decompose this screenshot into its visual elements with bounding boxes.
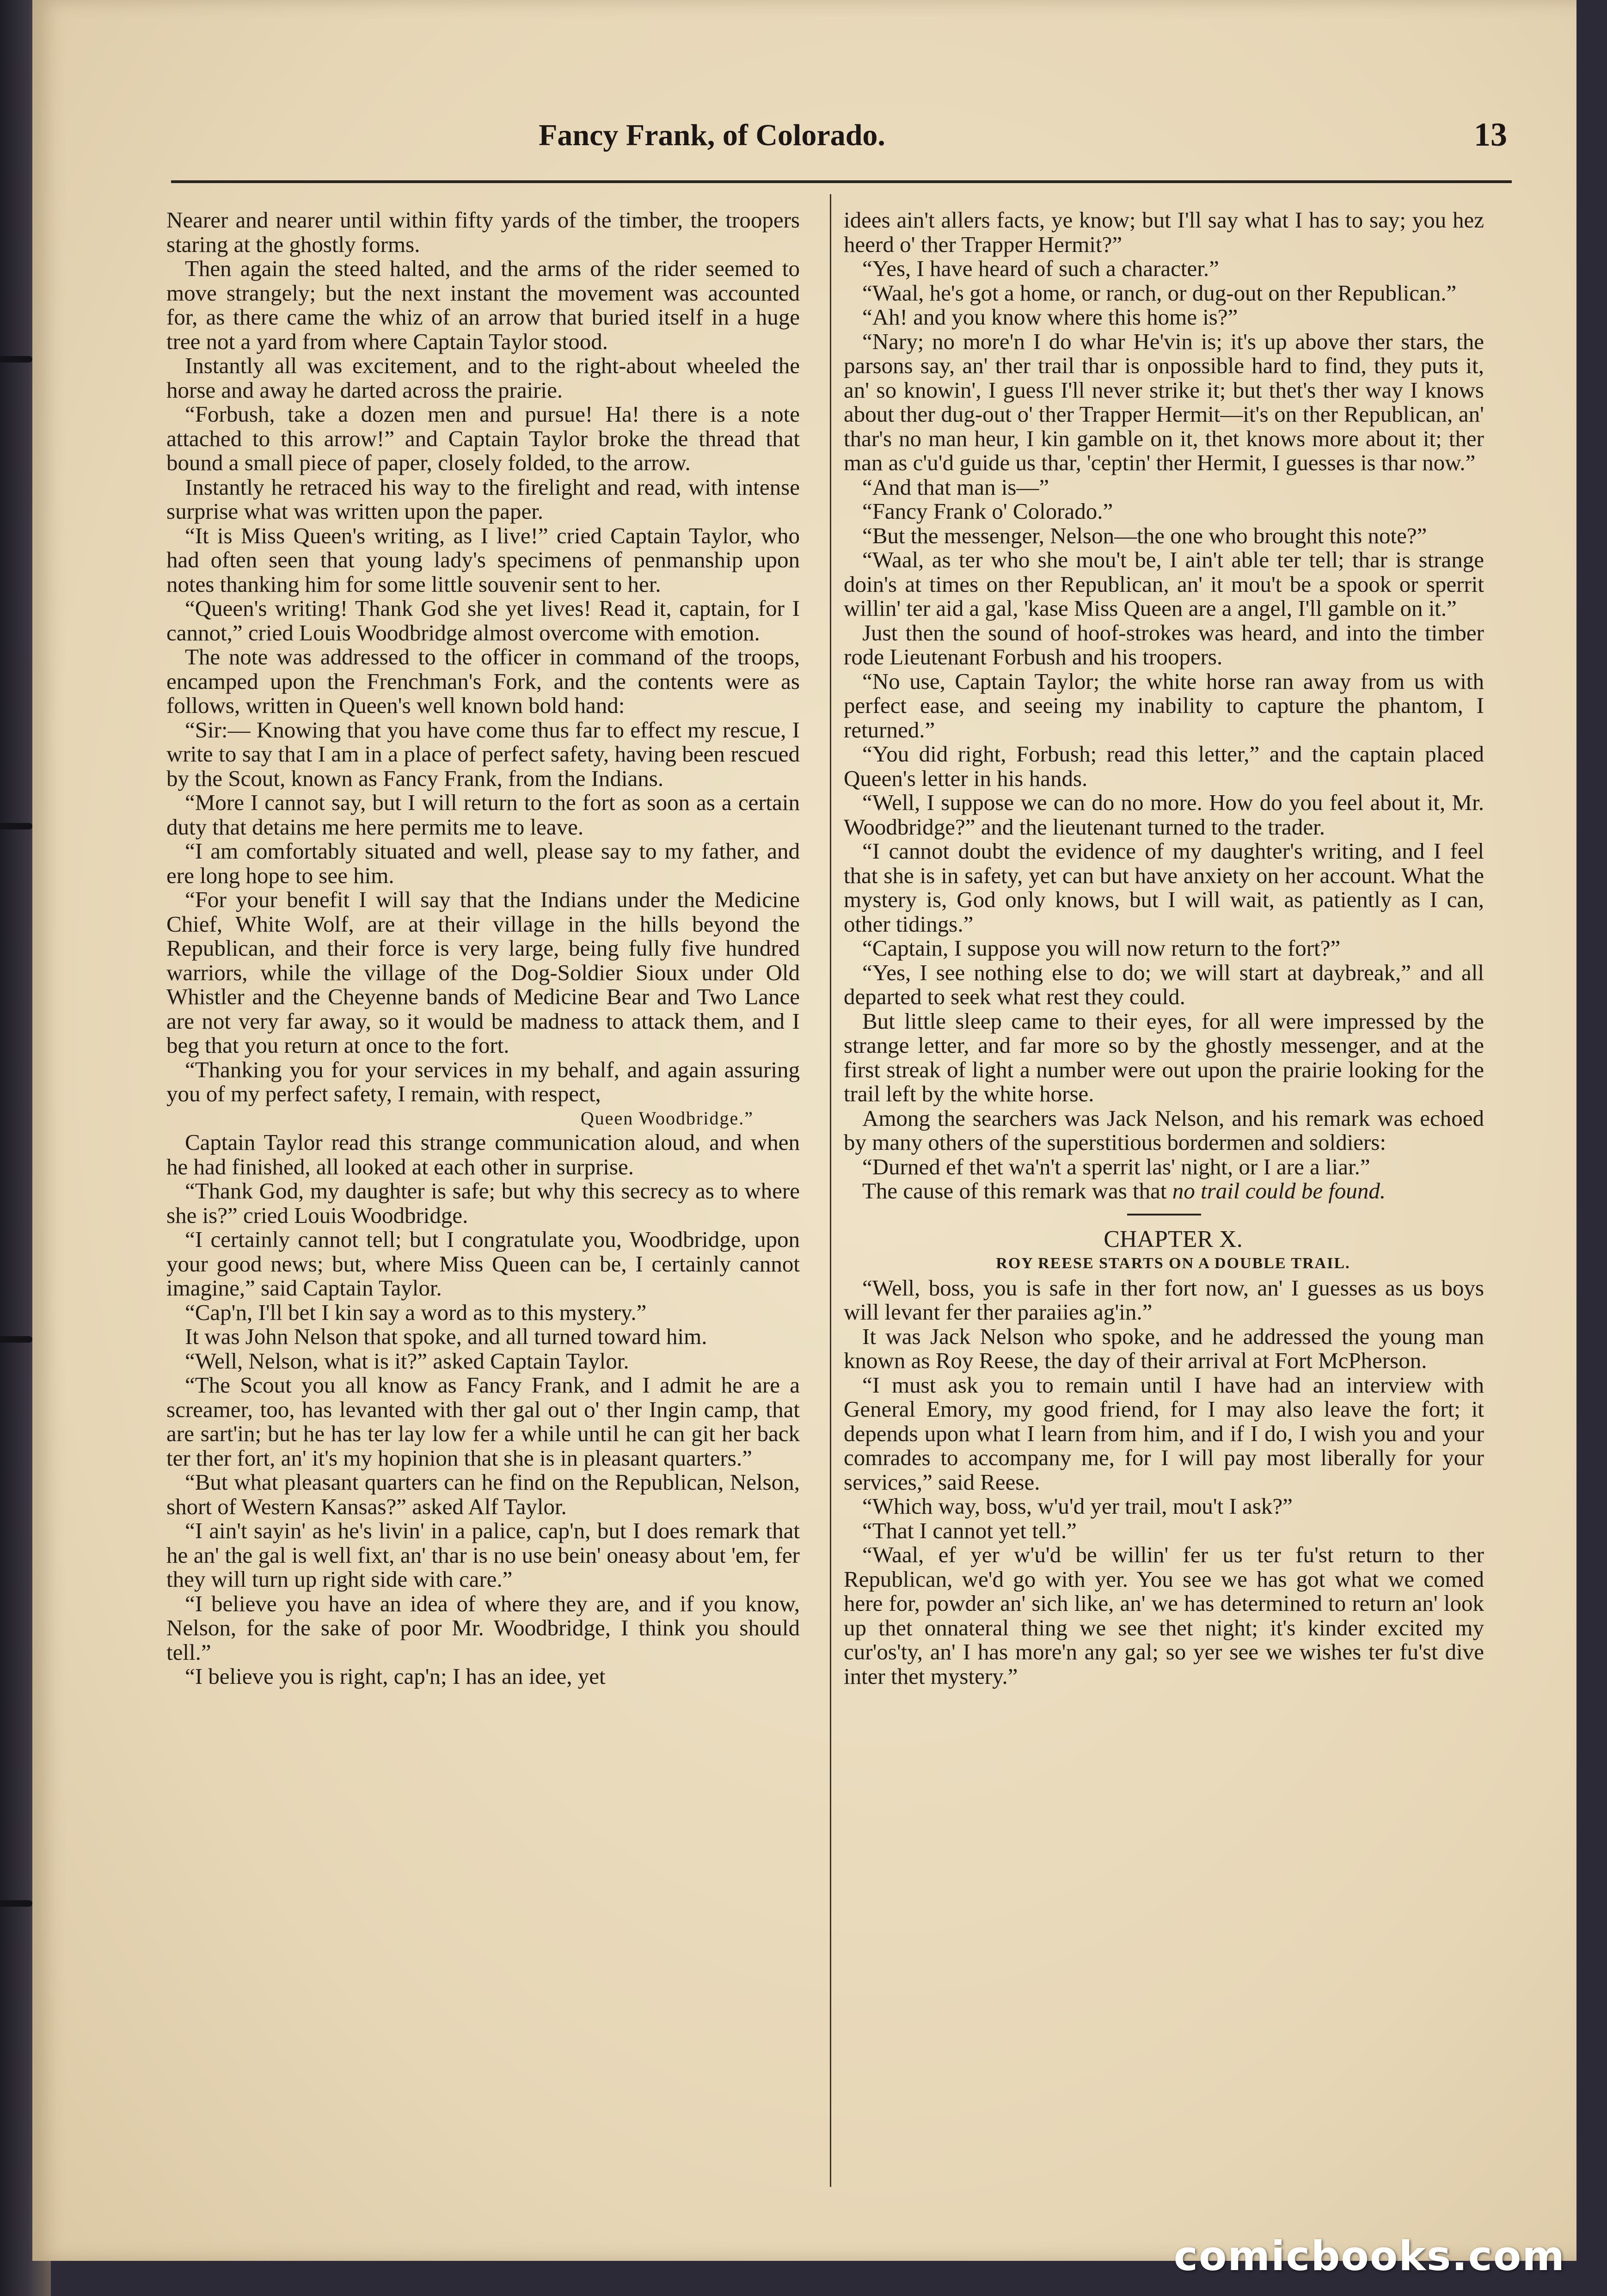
paragraph: “I believe you have an idea of where they are, and if you know, Nelson, for the sake of poor Mr. Woodbridge, I think you should tell.” — [166, 1590, 800, 1665]
left-column — [166, 208, 800, 1689]
chapter-divider — [1127, 1214, 1201, 1216]
binding-stitch — [0, 823, 32, 829]
paragraph: “Captain, I suppose you will now return to the fort?” — [862, 935, 1341, 961]
binding-stitch — [0, 356, 32, 362]
paragraph: Instantly he retraced his way to the firelight and read, with intense surprise what was written upon the paper. — [166, 474, 800, 524]
chapter-subtitle: ROY REESE STARTS ON A DOUBLE TRAIL. — [996, 1255, 1350, 1272]
paragraph: “Well, I suppose we can do no more. How do you feel about it, Mr. Woodbridge?” and the lieutenant turned to the trader. — [844, 790, 1484, 840]
paragraph: idees ain't allers facts, ye know; but I'll say what I has to say; you hez heerd o' ther Trapper Hermit?” — [844, 207, 1484, 257]
letter-paragraph: “For your benefit I will say that the Indians under the Medicine Chief, White Wolf, are at their village in the hills beyond the Republican, and their force is very large, being fully five hundred warriors, while the village of the Dog-Soldier Sioux under Old Whistler and the Cheyenne bands of Medicine Bear and Two Lance are not very far away, so it would be madness to attack them, and I beg that you return at once to the fort. — [166, 887, 800, 1058]
paragraph: Just then the sound of hoof-strokes was heard, and into the timber rode Lieutenant Forbush and his troopers. — [844, 620, 1484, 669]
paragraph: Instantly all was excitement, and to the right-about wheeled the horse and away he darted across the prairie. — [166, 353, 800, 403]
book-page — [32, 0, 1576, 2261]
paragraph: It was John Nelson that spoke, and all turned toward him. — [185, 1324, 707, 1349]
paragraph: It was Jack Nelson who spoke, and he addressed the young man known as Roy Reese, the day of their arrival at Fort McPherson. — [844, 1323, 1484, 1373]
paragraph: “Yes, I see nothing else to do; we will start at daybreak,” and all departed to seek what rest they could. — [844, 959, 1484, 1009]
paragraph: “The Scout you all know as Fancy Frank, and I admit he are a screamer, too, has levanted with ther gal out o' ther Ingin camp, that are sart'in; but he has ter lay low fer a while until he can git her back ter ther fort, an' it's my hopinion that she is in pleasant quarters.” — [166, 1372, 800, 1471]
paragraph: “Ah! and you know where this home is?” — [862, 304, 1238, 330]
paragraph: “Yes, I have heard of such a character.” — [862, 256, 1219, 281]
paragraph: Then again the steed halted, and the arms of the rider seemed to move strangely; but the next instant the movement was accounted for, as there came the whiz of an arrow that buried itself in a huge tree not a yard from where Captain Taylor stood. — [166, 256, 800, 354]
right-column — [830, 208, 1484, 1688]
paragraph: “I certainly cannot tell; but I congratulate you, Woodbridge, upon your good news; but, where Miss Queen can be, I certainly cannot imagine,” said Captain Taylor. — [166, 1227, 800, 1301]
paragraph: “Waal, ef yer w'u'd be willin' fer us ter fu'st return to ther Republican, we'd go with yer. You see we has got what we comed here for, powder an' sich like, an' we has determined to return an' look up thet onnateral thing we see thet night; it's kinder excited my cur'os'ty, an' I has more'n any gal; so yer see we wishes ter fu'st dive inter thet mystery.” — [844, 1542, 1484, 1689]
paragraph: “Which way, boss, w'u'd yer trail, mou't I ask?” — [862, 1493, 1293, 1519]
paragraph: “Waal, as ter who she mou't be, I ain't able ter tell; thar is strange doin's at times on ther Republican, an' it mou't be a spook or sperrit willin' ter aid a gal, 'kase Miss Queen are a angel, I'll gamble on it.” — [844, 547, 1484, 621]
letter-paragraph: “More I cannot say, but I will return to the fort as soon as a certain duty that detains me here permits me to leave. — [166, 790, 800, 840]
paragraph: “Fancy Frank o' Colorado.” — [862, 498, 1113, 524]
letter-signature: Queen Woodbridge.” — [580, 1107, 754, 1129]
running-title: Fancy Frank, of Colorado. — [539, 118, 885, 152]
site-watermark: comicbooks.com — [1173, 2232, 1565, 2280]
paragraph: Captain Taylor read this strange communication aloud, and when he had finished, all looked at each other in surprise. — [166, 1130, 800, 1179]
paragraph: “Queen's writing! Thank God she yet lives! Read it, captain, for I cannot,” cried Louis Woodbridge almost overcome with emotion. — [166, 595, 800, 645]
paragraph: “And that man is—” — [862, 474, 1049, 500]
header-rule — [171, 180, 1512, 183]
closing-italic: no trail could be found. — [1172, 1178, 1386, 1203]
paragraph: “I must ask you to remain until I have had an interview with General Emory, my good friend, for I may also leave the fort; it depends upon what I learn from him, and if I do, I wish you and your comrades to accompany me, for I will pay most liberally for your services,” said Reese. — [844, 1372, 1484, 1495]
paragraph: The note was addressed to the officer in command of the troops, encamped upon the Frenchman's Fork, and the contents were as follows, written in Queen's well known bold hand: — [166, 644, 800, 718]
paragraph: “It is Miss Queen's writing, as I live!” cried Captain Taylor, who had often seen that young lady's specimens of penmanship upon notes thanking him for some little souvenir sent to her. — [166, 522, 800, 597]
paragraph: “Cap'n, I'll bet I kin say a word as to this mystery.” — [185, 1299, 647, 1325]
binding-stitch — [0, 1900, 32, 1907]
closing-paragraph — [844, 1179, 1484, 1203]
letter-paragraph: “Sir:— Knowing that you have come thus far to effect my rescue, I write to say that I am in a place of perfect safety, having been rescued by the Scout, known as Fancy Frank, from the Indians. — [166, 717, 800, 791]
page-number: 13 — [1474, 116, 1507, 153]
paragraph: “No use, Captain Taylor; the white horse ran away from us with perfect ease, and seeing my inability to capture the phantom, I returned.” — [844, 668, 1484, 743]
paragraph: “But what pleasant quarters can he find on the Republican, Nelson, short of Western Kansas?” asked Alf Taylor. — [166, 1469, 800, 1519]
paragraph: “I believe you is right, cap'n; I has an idee, yet — [185, 1664, 606, 1689]
paragraph: “But the messenger, Nelson—the one who brought this note?” — [862, 522, 1427, 548]
paragraph: “You did right, Forbush; read this letter,” and the captain placed Queen's letter in his hands. — [844, 741, 1484, 791]
paragraph: “Forbush, take a dozen men and pursue! Ha! there is a note attached to this arrow!” and Captain Taylor broke the thread that bound a small piece of paper, closely folded, to the arrow. — [166, 401, 800, 475]
paragraph: Nearer and nearer until within fifty yards of the timber, the troopers staring at the ghostly forms. — [166, 207, 800, 257]
closing-text: The cause of this remark was that — [862, 1178, 1167, 1203]
paragraph: “I ain't sayin' as he's livin' in a palice, cap'n, but I does remark that he an' the gal is well fixt, an' thar is no use bein' oneasy about 'em, fer they will turn up right side with care.” — [166, 1518, 800, 1592]
paragraph: “Durned ef thet wa'n't a sperrit las' night, or I are a liar.” — [862, 1154, 1370, 1179]
paragraph: But little sleep came to their eyes, for all were impressed by the strange letter, and far more so by the ghostly messenger, and at the first streak of light a number were out upon the prairie looking for the trail left by the white horse. — [844, 1008, 1484, 1106]
paragraph: “Thank God, my daughter is safe; but why this secrecy as to where she is?” cried Louis Woodbridge. — [166, 1178, 800, 1228]
paragraph: “That I cannot yet tell.” — [862, 1517, 1077, 1543]
chapter-title: CHAPTER X. — [1104, 1226, 1243, 1252]
paragraph: “Nary; no more'n I do whar He'vin is; it's up above ther stars, the parsons say, an' ther trail thar is onpossible hard to find, they puts it, an' so knowin', I guess I'll never strike it; but thet's ther way I knows about ther dug-out o' ther Trapper Hermit—it's on ther Republican, an' thar's no man heur, I kin gamble on it, thet knows more about it; ther man as c'u'd guide us thar, 'ceptin' ther Hermit, I guesses is thar now.” — [844, 328, 1484, 475]
binding-stitch — [0, 1336, 32, 1343]
paragraph: “Waal, he's got a home, or ranch, or dug-out on ther Republican.” — [862, 280, 1457, 306]
letter-paragraph: “Thanking you for your services in my behalf, and again assuring you of my perfect safety, I remain, with respect, — [166, 1056, 800, 1106]
paragraph: “Well, boss, you is safe in ther fort now, an' I guesses as us boys will levant fer ther paraiies ag'in.” — [844, 1275, 1484, 1325]
paragraph: “Well, Nelson, what is it?” asked Captain Taylor. — [185, 1348, 629, 1374]
paragraph: “I cannot doubt the evidence of my daughter's writing, and I feel that she is in safety, yet can but have anxiety on her account. What the mystery is, God only knows, but I will wait, as patiently as I can, other tidings.” — [844, 838, 1484, 937]
letter-paragraph: “I am comfortably situated and well, please say to my father, and ere long hope to see him. — [166, 838, 800, 888]
paragraph: Among the searchers was Jack Nelson, and his remark was echoed by many others of the superstitious bordermen and soldiers: — [844, 1105, 1484, 1155]
